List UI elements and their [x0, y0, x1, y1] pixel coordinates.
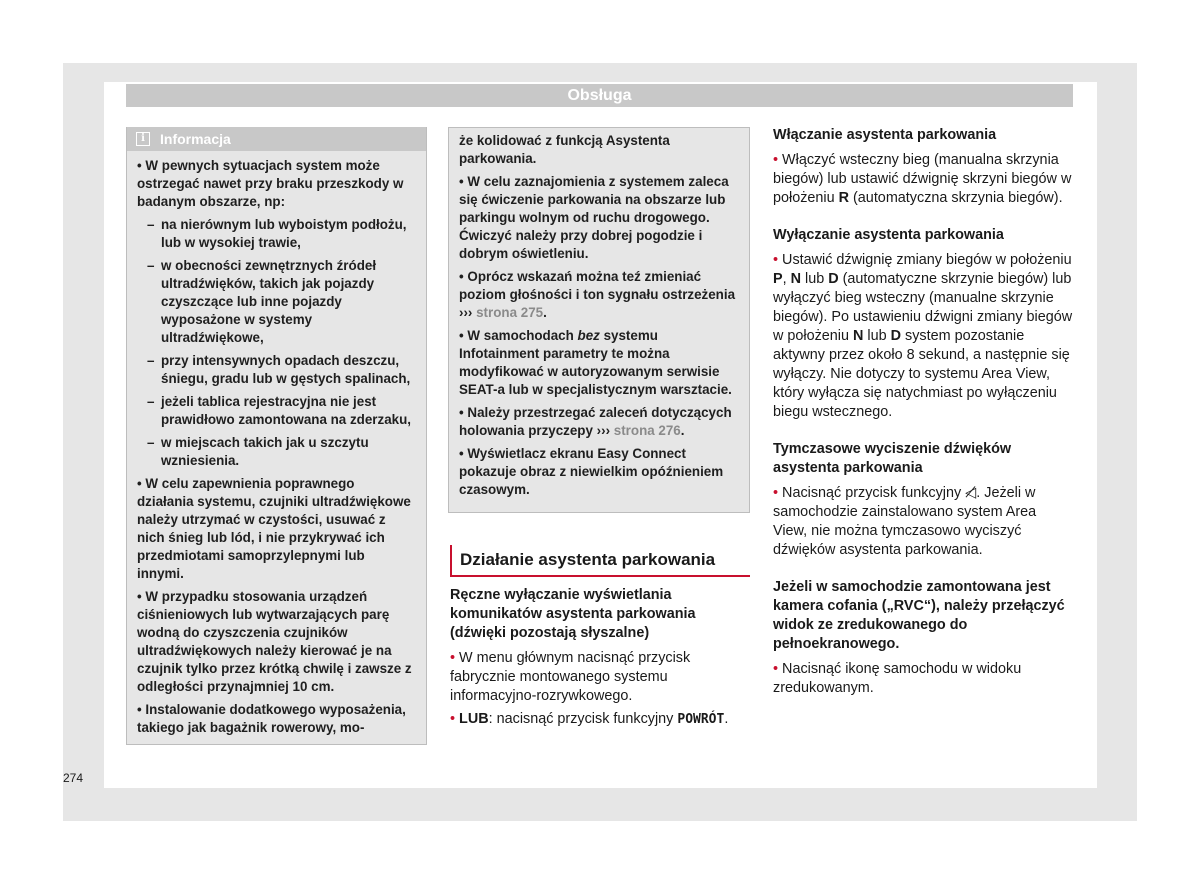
powrot-key: POWRÓT	[677, 712, 725, 727]
manual-off-section	[450, 586, 750, 733]
mute-heading: Tymczasowe wyciszenie dźwięków asystenta parkowania	[773, 441, 1012, 476]
info-box	[126, 127, 427, 745]
page-link[interactable]: strona 276	[613, 423, 681, 438]
page-link[interactable]: strona 275	[476, 305, 544, 320]
info-paragraph: że kolidować z funkcją Asystenta parkowania.	[459, 133, 670, 166]
info-paragraph: • W pewnych sytuacjach system może ostrzegać nawet przy braku przeszkody w badanym obszarze, np:	[137, 158, 404, 209]
info-subitem: – na nierównym lub wyboistym podłożu, lub w wysokiej trawie,	[161, 216, 414, 252]
info-sublist	[137, 216, 414, 470]
mute-text: • Nacisnąć przycisk funkcyjny ◁̸. Jeżeli w samochodzie zainstalowano system Area View, nie można tymczasowo wyciszyć dźwięków asystenta parkowania.	[773, 485, 1037, 558]
info-paragraph: • Wyświetlacz ekranu Easy Connect pokazuje obraz z niewielkim opóźnieniem czasowym.	[459, 446, 724, 497]
info-subitem: – przy intensywnych opadach deszczu, śniegu, gradu lub w gęstych spalinach,	[161, 352, 414, 388]
on-heading: Włączanie asystenta parkowania	[773, 127, 997, 143]
info-icon: i	[136, 132, 150, 146]
info-paragraph: • Oprócz wskazań można teź zmieniać poziom głośności i ton sygnału ostrzeżenia ››› strona 275.	[459, 269, 736, 320]
rvc-text: • Nacisnąć ikonę samochodu w widoku zredukowanym.	[773, 661, 1022, 696]
info-subitem: – w obecności zewnętrznych źródeł ultradźwięków, takich jak pojazdy czyszczące lub inne pojazdy wyposażone w systemy ultradźwiękowe,	[161, 257, 414, 347]
section-header: Obsługa	[126, 84, 1073, 107]
info-paragraph: • Instalowanie dodatkowego wyposażenia, takiego jak bagażnik rowerowy, mo-	[137, 702, 406, 735]
info-paragraph: • W celu zaznajomienia z systemem zaleca się ćwiczenie parkowania na obszarze lub parkingu wolnym od ruchu drogowego. Ćwiczyć należy przy dobrej pogodzie i dobrym oświetleniu.	[459, 174, 729, 261]
info-box-title: Informacja	[160, 131, 231, 147]
manual-off-heading: Ręczne wyłączanie wyświetlania komunikatów asystenta parkowania (dźwięki pozostają słyszalne)	[450, 587, 696, 641]
manual-off-bullet: • W menu głównym nacisnąć przycisk fabrycznie montowanego systemu informacyjno-rozrywkowego.	[450, 650, 691, 704]
info-paragraph: • W celu zapewnienia poprawnego działania systemu, czujniki ultradźwiękowe należy utrzymać w czystości, usuwać z nich śnieg lub lód, i nie przykrywać ich przedmiotami samoprzylepnymi lub innymi.	[137, 476, 411, 581]
info-paragraph: • Należy przestrzegać zaleceń dotyczących holowania przyczepy ››› strona 276.	[459, 405, 732, 438]
info-subitem: – w miejscach takich jak u szczytu wzniesienia.	[161, 434, 414, 470]
off-heading: Wyłączanie asystenta parkowania	[773, 227, 1004, 243]
section-title: Działanie asystenta parkowania	[450, 545, 750, 577]
off-text: • Ustawić dźwignię zmiany biegów w położeniu P, N lub D (automatyczne skrzynie biegów) lub wyłączyć bieg wsteczny (manualne skrzynie biegów). Po ustawieniu dźwigni zmiany biegów w położeniu N lub D system pozostanie aktywny przez około 8 sekund, a następnie się wyłączy. Nie dotyczy to systemu Area View, który wyłącza się natychmiast po wyłączeniu biegu wstecznego.	[773, 252, 1073, 420]
right-column	[773, 126, 1073, 702]
info-paragraph: • W przypadku stosowania urządzeń ciśnieniowych lub wytwarzających parę wodną do czyszczenia czujników ultradźwiękowych należy kierować je na czujnik tylko przez krótką chwilę i zawsze z odległości przynajmniej 10 cm.	[137, 589, 412, 694]
rvc-heading: Jeżeli w samochodzie zamontowana jest kamera cofania („RVC“), należy przełączyć widok ze zredukowanego do pełnoekranowego.	[773, 579, 1065, 652]
info-box-header	[127, 127, 426, 151]
lub-bullet: • LUB: nacisnąć przycisk funkcyjny POWRÓT.	[450, 711, 729, 727]
info-paragraph: • W samochodach bez systemu Infotainment parametry te można modyfikować w autoryzowanym serwisie SEAT-a lub w specjalistycznym warsztacie.	[459, 328, 732, 397]
page-number: 274	[63, 771, 84, 785]
info-box-continued	[448, 127, 750, 513]
info-subitem: – jeżeli tablica rejestracyjna nie jest prawidłowo zamontowana na zderzaku,	[161, 393, 414, 429]
on-text: • Włączyć wsteczny bieg (manualna skrzynia biegów) lub ustawić dźwignię skrzyni biegów w położeniu R (automatyczna skrzynia biegów).	[773, 152, 1072, 206]
